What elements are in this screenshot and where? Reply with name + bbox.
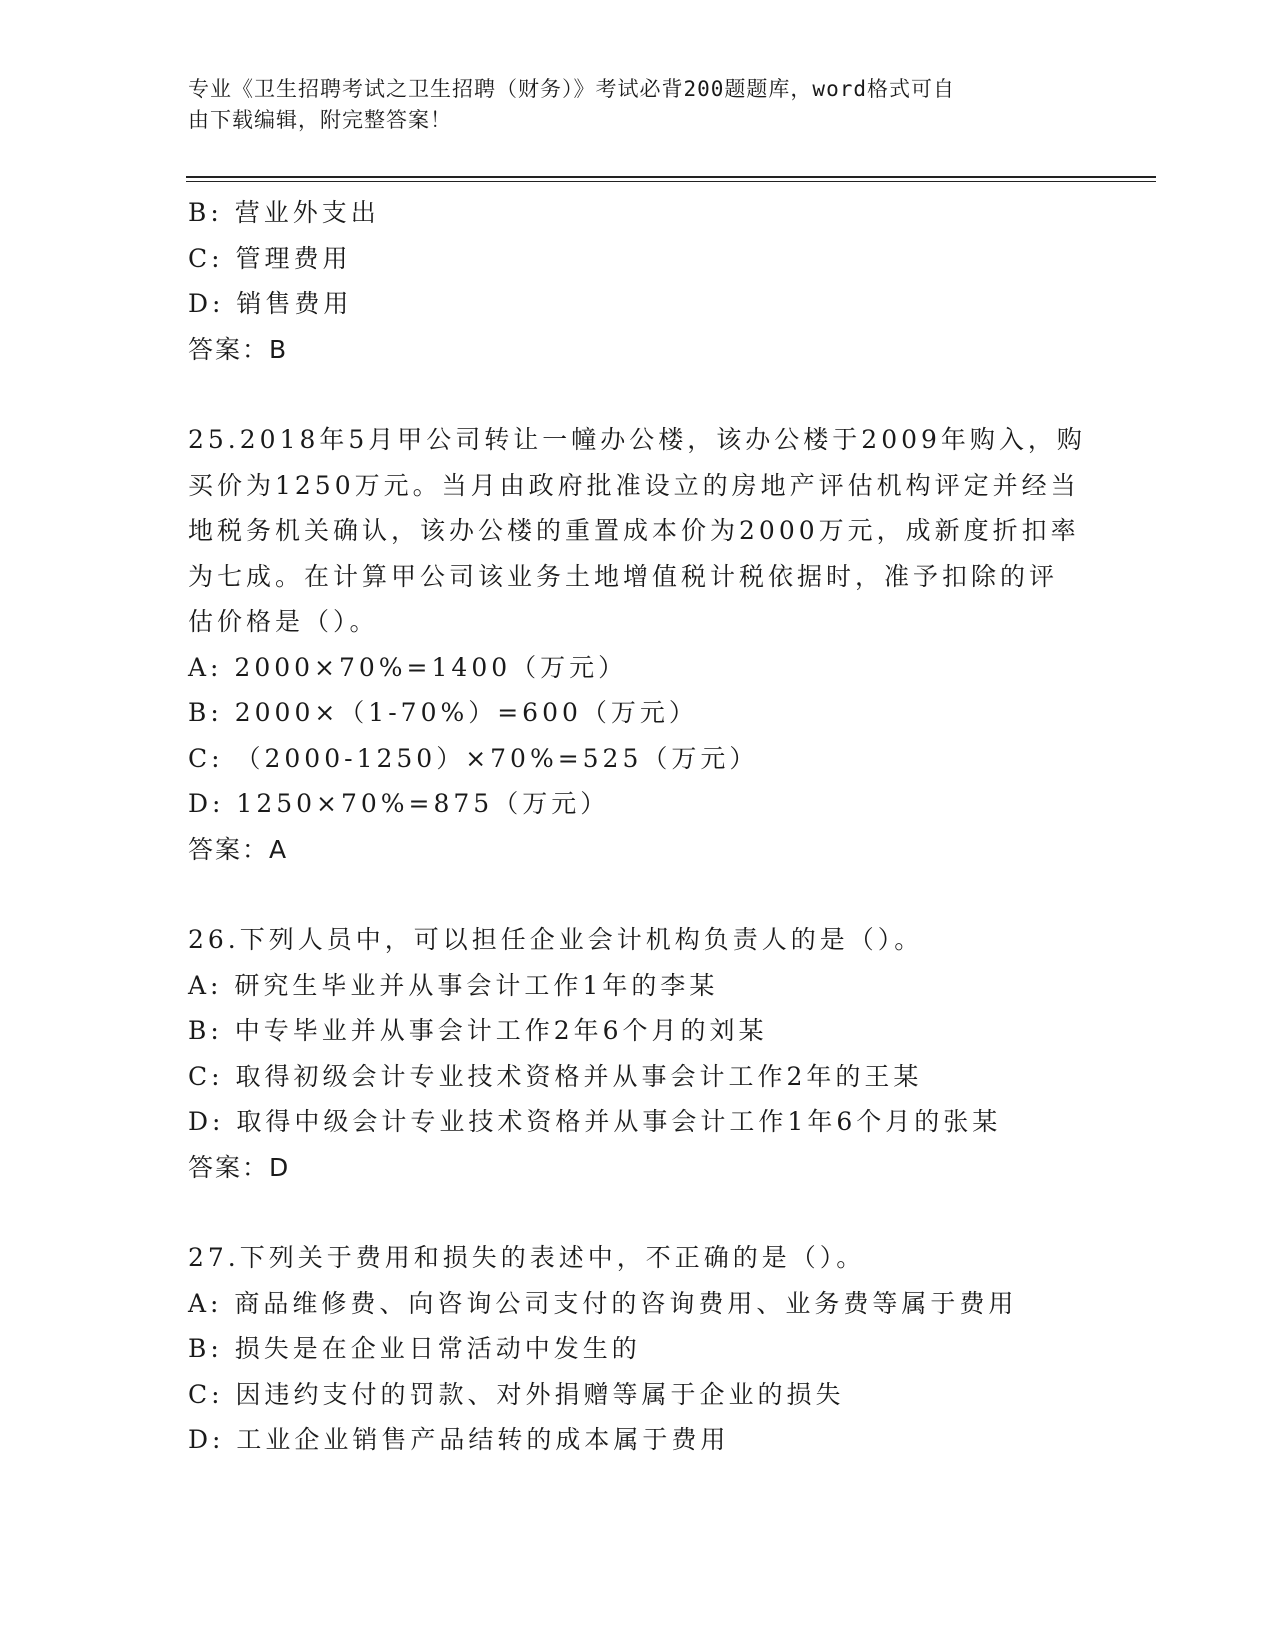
spacer [188, 1190, 1088, 1235]
option-b: B: 损失是在企业日常活动中发生的 [188, 1334, 641, 1363]
spacer [188, 372, 1088, 417]
question-stem-line: 买价为1250万元。当月由政府批准设立的房地产评估机构评定并经当 [188, 470, 1080, 500]
header-line-1: 专业《卫生招聘考试之卫生招聘（财务）》考试必背200题题库，word格式可自 [188, 77, 955, 101]
option-b: B: 中专毕业并从事会计工作2年6个月的刘某 [188, 1016, 768, 1045]
option-c: C: （2000-1250）×70%=525（万元） [188, 743, 759, 773]
option-c: C: 管理费用 [188, 243, 352, 273]
option-d: D: 取得中级会计专业技术资格并从事会计工作1年6个月的张某 [188, 1107, 1002, 1136]
question-stem-line: 为七成。在计算甲公司该业务土地增值税计税依据时，准予扣除的评 [188, 561, 1059, 591]
question-stem-line: 地税务机关确认，该办公楼的重置成本价为2000万元，成新度折扣率 [188, 516, 1080, 545]
option-b: B: 2000×（1-70%）=600（万元） [188, 698, 698, 727]
question-27 [188, 1235, 1088, 1463]
question-26 [188, 917, 1088, 1190]
option-d: D: 工业企业销售产品结转的成本属于费用 [188, 1425, 730, 1454]
spacer [188, 872, 1088, 917]
option-d: D: 销售费用 [188, 289, 353, 318]
option-c: C: 因违约支付的罚款、对外捐赠等属于企业的损失 [188, 1379, 845, 1409]
question-stem-line: 25.2018年5月甲公司转让一幢办公楼，该办公楼于2009年购入，购 [188, 425, 1086, 454]
answer-line: 答案：A [188, 834, 289, 864]
question-24-tail [188, 190, 1088, 372]
option-a: A: 研究生毕业并从事会计工作1年的李某 [188, 970, 719, 1000]
option-a: A: 2000×70%=1400（万元） [188, 652, 628, 682]
question-stem: 27.下列关于费用和损失的表述中，不正确的是（）。 [188, 1243, 866, 1272]
question-stem-line: 估价格是（）。 [188, 607, 379, 636]
header-divider-thin [186, 181, 1156, 182]
answer-line: 答案：D [188, 1152, 291, 1182]
option-b: B: 营业外支出 [188, 198, 380, 227]
header-line-2: 由下载编辑，附完整答案！ [188, 108, 452, 132]
header-divider-thick [186, 176, 1156, 178]
option-a: A: 商品维修费、向咨询公司支付的咨询费用、业务费等属于费用 [188, 1288, 1018, 1318]
question-25 [188, 417, 1088, 872]
document-header [188, 74, 1088, 136]
option-d: D: 1250×70%=875（万元） [188, 789, 610, 818]
answer-line: 答案：B [188, 334, 289, 364]
option-c: C: 取得初级会计专业技术资格并从事会计工作2年的王某 [188, 1061, 923, 1091]
document-body [188, 190, 1088, 1463]
question-stem: 26.下列人员中，可以担任企业会计机构负责人的是（）。 [188, 925, 924, 954]
